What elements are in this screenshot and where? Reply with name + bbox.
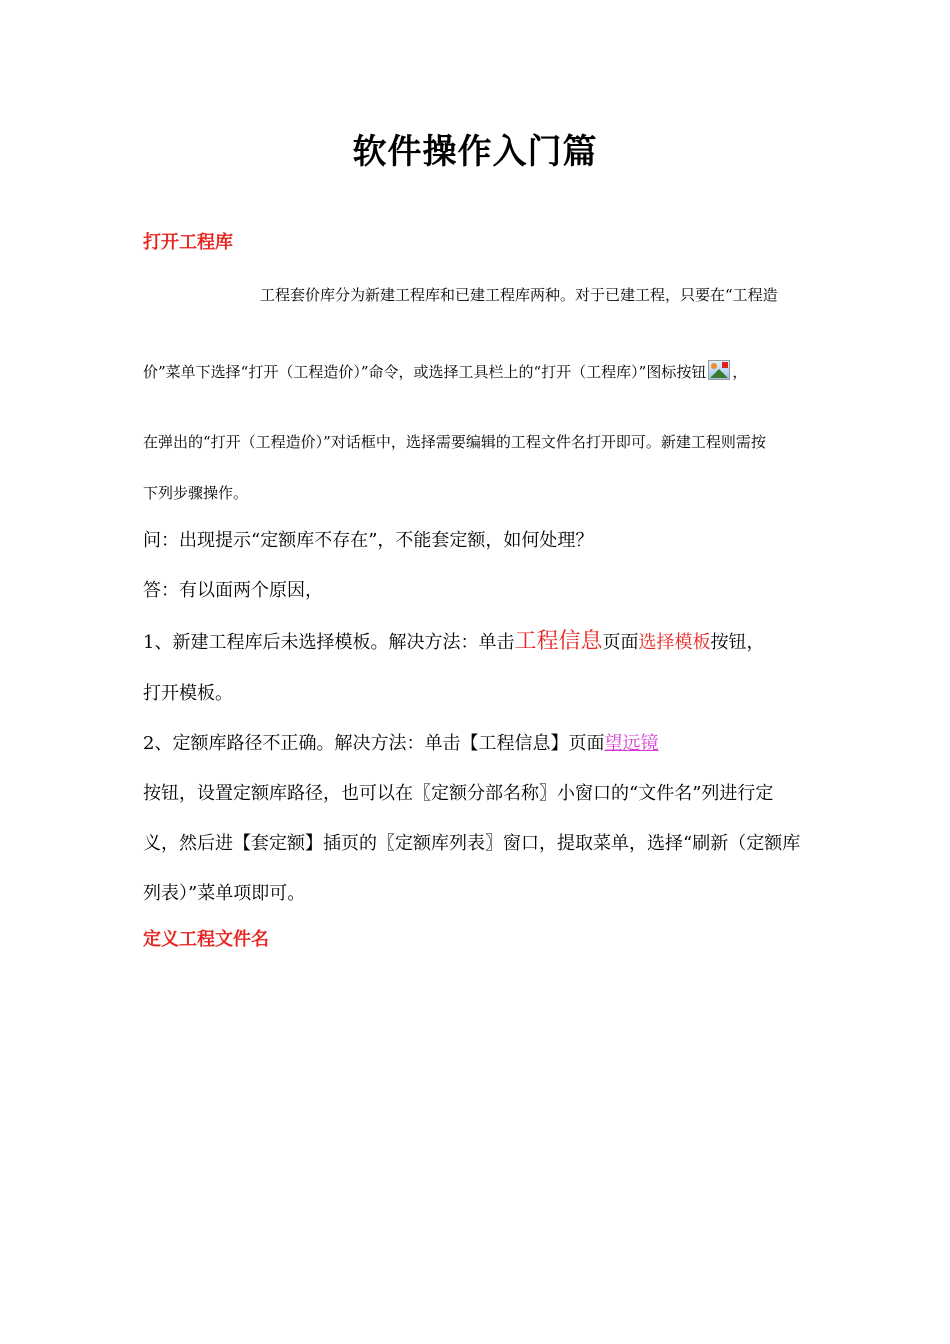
document-title: 软件操作入门篇 <box>352 132 598 172</box>
para1-line2 <box>143 360 813 382</box>
qa-item2-line4: 列表）”菜单项即可。 <box>143 883 306 904</box>
telescope-link[interactable]: 望远镜 <box>604 733 659 754</box>
para1-line2-comma: ， <box>732 363 748 381</box>
qa-item1-line2: 打开模板。 <box>143 683 233 704</box>
section-heading-define-filename: 定义工程文件名 <box>143 929 269 950</box>
image-placeholder-icon <box>708 360 730 380</box>
item1-project-info-highlight: 工程信息 <box>514 629 603 654</box>
para1-line3: 在弹出的“打开（工程造价）”对话框中，选择需要编辑的工程文件名打开即可。新建工程则需按 <box>143 433 766 451</box>
section-heading-open-project: 打开工程库 <box>143 232 233 253</box>
para1-line2-text: 价”菜单下选择“打开（工程造价）”命令，或选择工具栏上的“打开（工程库）”图标按钮 <box>143 363 707 381</box>
para1-line1: 工程套价库分为新建工程库和已建工程库两种。对于已建工程，只要在“工程造 <box>260 286 778 304</box>
para1-line4: 下列步骤操作。 <box>143 484 249 502</box>
qa-answer: 答：有以面两个原因， <box>143 580 323 601</box>
qa-item2-line1 <box>143 729 813 755</box>
qa-item1-line1 <box>143 624 813 655</box>
item1-select-template-highlight: 选择模板 <box>638 632 711 653</box>
qa-question: 问：出现提示“定额库不存在”，不能套定额，如何处理？ <box>143 530 594 551</box>
qa-item2-line3: 义，然后进【套定额】插页的〖定额库列表〗窗口，提取菜单，选择“刷新（定额库 <box>143 833 801 854</box>
item1-mid: 页面 <box>602 632 639 653</box>
item2-prefix: 2、定额库路径不正确。解决方法：单击【工程信息】页面 <box>143 733 605 754</box>
qa-item2-line2: 按钮，设置定额库路径，也可以在〖定额分部名称〗小窗口的“文件名”列进行定 <box>143 783 774 804</box>
item1-suffix: 按钮， <box>710 632 765 653</box>
item1-prefix: 1、新建工程库后未选择模板。解决方法：单击 <box>143 632 515 653</box>
